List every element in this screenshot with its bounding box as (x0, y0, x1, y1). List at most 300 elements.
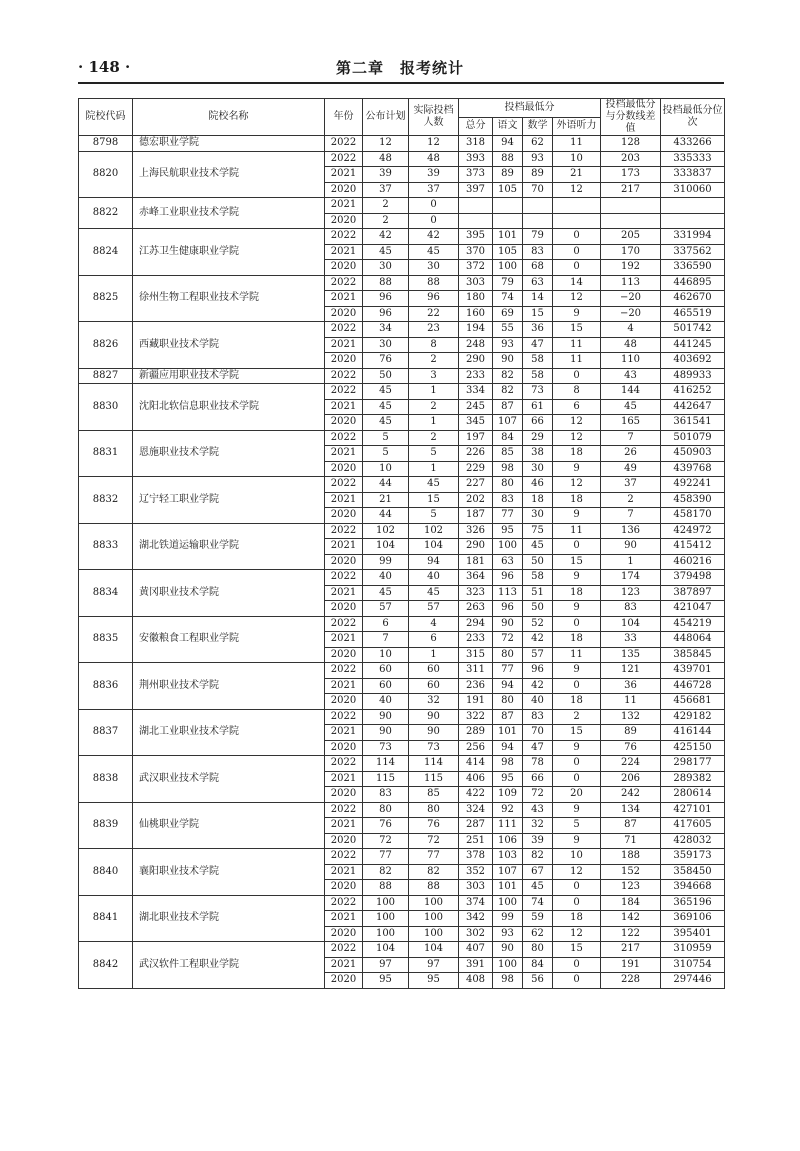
cell-year: 2020 (325, 415, 363, 431)
cell-math: 73 (523, 384, 553, 400)
cell-year: 2022 (325, 802, 363, 818)
cell-total: 422 (459, 787, 493, 803)
cell-plan: 30 (363, 260, 409, 276)
cell-total: 407 (459, 942, 493, 958)
cell-plan: 37 (363, 182, 409, 198)
cell-listening: 6 (553, 399, 601, 415)
cell-rank: 424972 (661, 523, 725, 539)
cell-rank: 458390 (661, 492, 725, 508)
cell-chinese: 80 (493, 477, 523, 493)
cell-rank: 416144 (661, 725, 725, 741)
cell-total: 345 (459, 415, 493, 431)
cell-rank: 416252 (661, 384, 725, 400)
cell-actual: 76 (409, 818, 459, 834)
cell-year: 2020 (325, 880, 363, 896)
cell-plan: 40 (363, 570, 409, 586)
cell-math: 70 (523, 725, 553, 741)
school-name: 辽宁轻工职业学院 (133, 477, 325, 524)
cell-diff: 122 (601, 926, 661, 942)
cell-math (523, 198, 553, 214)
cell-year: 2022 (325, 368, 363, 384)
cell-plan: 90 (363, 709, 409, 725)
school-name: 德宏职业学院 (133, 136, 325, 152)
school-name: 上海民航职业技术学院 (133, 151, 325, 198)
cell-listening: 0 (553, 771, 601, 787)
cell-diff: −20 (601, 306, 661, 322)
cell-rank: 460216 (661, 554, 725, 570)
cell-chinese: 100 (493, 957, 523, 973)
cell-total: 397 (459, 182, 493, 198)
cell-year: 2021 (325, 291, 363, 307)
cell-diff: 7 (601, 430, 661, 446)
cell-chinese: 98 (493, 973, 523, 989)
cell-listening: 18 (553, 694, 601, 710)
cell-rank: 428032 (661, 833, 725, 849)
cell-listening: 12 (553, 864, 601, 880)
cell-plan: 44 (363, 477, 409, 493)
cell-chinese: 63 (493, 554, 523, 570)
table-row (79, 322, 725, 338)
cell-plan: 88 (363, 880, 409, 896)
cell-plan: 42 (363, 229, 409, 245)
cell-total: 303 (459, 880, 493, 896)
cell-diff: 135 (601, 647, 661, 663)
cell-actual: 80 (409, 802, 459, 818)
cell-diff: 121 (601, 663, 661, 679)
cell-actual: 95 (409, 973, 459, 989)
cell-listening: 15 (553, 725, 601, 741)
cell-rank: 337562 (661, 244, 725, 260)
cell-chinese: 99 (493, 911, 523, 927)
cell-diff: 90 (601, 539, 661, 555)
cell-actual: 12 (409, 136, 459, 152)
cell-plan: 60 (363, 678, 409, 694)
cell-actual: 1 (409, 415, 459, 431)
cell-actual: 60 (409, 678, 459, 694)
cell-diff: −20 (601, 291, 661, 307)
school-code: 8820 (79, 151, 133, 198)
cell-diff: 37 (601, 477, 661, 493)
cell-total: 370 (459, 244, 493, 260)
school-code: 8836 (79, 663, 133, 710)
cell-listening: 9 (553, 601, 601, 617)
cell-listening: 15 (553, 322, 601, 338)
cell-diff: 123 (601, 585, 661, 601)
cell-chinese: 94 (493, 740, 523, 756)
cell-rank (661, 198, 725, 214)
cell-chinese: 72 (493, 632, 523, 648)
cell-math: 29 (523, 430, 553, 446)
table-row (79, 384, 725, 400)
cell-listening: 18 (553, 632, 601, 648)
cell-diff: 2 (601, 492, 661, 508)
cell-rank: 298177 (661, 756, 725, 772)
cell-plan: 45 (363, 585, 409, 601)
cell-rank: 310754 (661, 957, 725, 973)
cell-rank: 458170 (661, 508, 725, 524)
cell-math: 63 (523, 275, 553, 291)
cell-math: 79 (523, 229, 553, 245)
cell-diff: 184 (601, 895, 661, 911)
cell-math: 66 (523, 771, 553, 787)
admission-table-container (78, 98, 724, 989)
school-name: 安徽粮食工程职业学院 (133, 616, 325, 663)
cell-total: 342 (459, 911, 493, 927)
cell-total: 395 (459, 229, 493, 245)
cell-rank: 310060 (661, 182, 725, 198)
cell-total: 180 (459, 291, 493, 307)
cell-diff (601, 198, 661, 214)
cell-year: 2021 (325, 632, 363, 648)
cell-plan: 83 (363, 787, 409, 803)
cell-chinese: 85 (493, 446, 523, 462)
table-row (79, 616, 725, 632)
cell-total: 323 (459, 585, 493, 601)
admission-statistics-table (78, 98, 725, 989)
cell-total: 290 (459, 539, 493, 555)
cell-total: 233 (459, 632, 493, 648)
cell-diff: 113 (601, 275, 661, 291)
cell-listening: 15 (553, 554, 601, 570)
cell-math: 72 (523, 787, 553, 803)
cell-actual: 5 (409, 508, 459, 524)
cell-actual: 39 (409, 167, 459, 183)
cell-total: 263 (459, 601, 493, 617)
cell-rank: 280614 (661, 787, 725, 803)
cell-rank: 369106 (661, 911, 725, 927)
cell-diff: 173 (601, 167, 661, 183)
cell-chinese: 87 (493, 399, 523, 415)
cell-plan: 104 (363, 942, 409, 958)
school-code: 8826 (79, 322, 133, 369)
cell-math: 36 (523, 322, 553, 338)
cell-actual: 2 (409, 430, 459, 446)
cell-listening: 9 (553, 663, 601, 679)
cell-listening: 8 (553, 384, 601, 400)
cell-diff: 170 (601, 244, 661, 260)
cell-listening: 18 (553, 492, 601, 508)
cell-year: 2021 (325, 198, 363, 214)
cell-listening: 0 (553, 368, 601, 384)
cell-year: 2022 (325, 136, 363, 152)
school-code: 8798 (79, 136, 133, 152)
cell-chinese: 90 (493, 353, 523, 369)
cell-diff: 205 (601, 229, 661, 245)
cell-plan: 115 (363, 771, 409, 787)
cell-rank: 403692 (661, 353, 725, 369)
cell-year: 2021 (325, 771, 363, 787)
cell-math: 82 (523, 849, 553, 865)
cell-plan: 76 (363, 353, 409, 369)
cell-math: 51 (523, 585, 553, 601)
cell-total: 229 (459, 461, 493, 477)
header-diff: 投档最低分与分数线差值 (601, 99, 661, 136)
cell-diff: 89 (601, 725, 661, 741)
cell-total: 236 (459, 678, 493, 694)
table-row (79, 368, 725, 384)
header-code: 院校代码 (79, 99, 133, 136)
cell-year: 2022 (325, 430, 363, 446)
header-year: 年份 (325, 99, 363, 136)
header-listening: 外语听力 (553, 117, 601, 136)
cell-plan: 57 (363, 601, 409, 617)
school-code: 8827 (79, 368, 133, 384)
cell-plan: 45 (363, 244, 409, 260)
cell-year: 2021 (325, 957, 363, 973)
cell-plan: 48 (363, 151, 409, 167)
cell-listening: 0 (553, 260, 601, 276)
cell-rank: 379498 (661, 570, 725, 586)
cell-math: 15 (523, 306, 553, 322)
cell-actual: 8 (409, 337, 459, 353)
table-row (79, 477, 725, 493)
cell-year: 2020 (325, 182, 363, 198)
cell-math: 46 (523, 477, 553, 493)
cell-listening: 21 (553, 167, 601, 183)
cell-year: 2021 (325, 446, 363, 462)
cell-rank: 501079 (661, 430, 725, 446)
cell-rank: 415412 (661, 539, 725, 555)
table-row (79, 849, 725, 865)
cell-year: 2022 (325, 322, 363, 338)
cell-chinese: 95 (493, 523, 523, 539)
cell-listening: 12 (553, 477, 601, 493)
cell-math: 30 (523, 508, 553, 524)
cell-chinese: 77 (493, 508, 523, 524)
page-number: · 148 · (78, 58, 131, 76)
cell-listening: 12 (553, 430, 601, 446)
cell-plan: 40 (363, 694, 409, 710)
cell-total: 233 (459, 368, 493, 384)
header-rank: 投档最低分位次 (661, 99, 725, 136)
table-row (79, 570, 725, 586)
cell-total: 197 (459, 430, 493, 446)
school-name: 沈阳北软信息职业技术学院 (133, 384, 325, 431)
cell-rank: 462670 (661, 291, 725, 307)
cell-rank: 289382 (661, 771, 725, 787)
cell-math: 42 (523, 632, 553, 648)
cell-diff: 1 (601, 554, 661, 570)
cell-chinese: 107 (493, 415, 523, 431)
cell-actual: 104 (409, 942, 459, 958)
cell-actual: 1 (409, 647, 459, 663)
school-code: 8822 (79, 198, 133, 229)
cell-total: 251 (459, 833, 493, 849)
cell-actual: 102 (409, 523, 459, 539)
cell-chinese: 94 (493, 136, 523, 152)
cell-diff: 104 (601, 616, 661, 632)
cell-rank: 421047 (661, 601, 725, 617)
cell-math: 70 (523, 182, 553, 198)
cell-total: 406 (459, 771, 493, 787)
cell-diff: 45 (601, 399, 661, 415)
cell-listening: 0 (553, 244, 601, 260)
cell-plan: 44 (363, 508, 409, 524)
cell-diff: 191 (601, 957, 661, 973)
cell-plan: 77 (363, 849, 409, 865)
cell-math: 61 (523, 399, 553, 415)
header-actual: 实际投档人数 (409, 99, 459, 136)
cell-listening: 9 (553, 833, 601, 849)
cell-listening: 0 (553, 895, 601, 911)
cell-diff: 203 (601, 151, 661, 167)
table-row (79, 198, 725, 214)
cell-plan: 5 (363, 430, 409, 446)
cell-year: 2021 (325, 492, 363, 508)
cell-listening: 12 (553, 182, 601, 198)
cell-total: 414 (459, 756, 493, 772)
cell-chinese: 90 (493, 942, 523, 958)
cell-actual: 42 (409, 229, 459, 245)
cell-chinese: 77 (493, 663, 523, 679)
cell-actual: 30 (409, 260, 459, 276)
cell-year: 2022 (325, 570, 363, 586)
cell-actual: 2 (409, 399, 459, 415)
cell-math: 56 (523, 973, 553, 989)
cell-math: 30 (523, 461, 553, 477)
cell-chinese: 80 (493, 694, 523, 710)
cell-listening (553, 213, 601, 229)
cell-total: 352 (459, 864, 493, 880)
cell-chinese: 98 (493, 756, 523, 772)
cell-rank: 395401 (661, 926, 725, 942)
cell-listening: 0 (553, 756, 601, 772)
cell-total: 294 (459, 616, 493, 632)
cell-rank: 335333 (661, 151, 725, 167)
cell-math: 96 (523, 663, 553, 679)
cell-math: 45 (523, 880, 553, 896)
cell-year: 2021 (325, 399, 363, 415)
cell-chinese: 109 (493, 787, 523, 803)
cell-plan: 76 (363, 818, 409, 834)
cell-rank: 489933 (661, 368, 725, 384)
cell-listening: 15 (553, 942, 601, 958)
cell-rank: 333837 (661, 167, 725, 183)
cell-total: 245 (459, 399, 493, 415)
table-row (79, 942, 725, 958)
cell-year: 2021 (325, 725, 363, 741)
cell-chinese: 107 (493, 864, 523, 880)
cell-total: 311 (459, 663, 493, 679)
cell-total: 391 (459, 957, 493, 973)
cell-chinese: 88 (493, 151, 523, 167)
cell-chinese: 96 (493, 570, 523, 586)
school-code: 8835 (79, 616, 133, 663)
cell-diff: 206 (601, 771, 661, 787)
cell-chinese: 101 (493, 880, 523, 896)
cell-plan: 7 (363, 632, 409, 648)
cell-year: 2021 (325, 167, 363, 183)
cell-chinese: 96 (493, 601, 523, 617)
cell-chinese: 100 (493, 260, 523, 276)
school-code: 8834 (79, 570, 133, 617)
cell-diff: 83 (601, 601, 661, 617)
cell-listening: 9 (553, 570, 601, 586)
cell-plan: 50 (363, 368, 409, 384)
cell-math: 50 (523, 554, 553, 570)
cell-plan: 100 (363, 911, 409, 927)
cell-actual: 1 (409, 384, 459, 400)
cell-plan: 97 (363, 957, 409, 973)
table-row (79, 430, 725, 446)
cell-listening: 9 (553, 802, 601, 818)
cell-math: 93 (523, 151, 553, 167)
header-min-score-group: 投档最低分 (459, 99, 601, 118)
cell-plan: 5 (363, 446, 409, 462)
cell-total: 248 (459, 337, 493, 353)
cell-math: 75 (523, 523, 553, 539)
cell-rank: 450903 (661, 446, 725, 462)
cell-actual: 23 (409, 322, 459, 338)
cell-listening: 0 (553, 229, 601, 245)
school-code: 8832 (79, 477, 133, 524)
cell-rank: 358450 (661, 864, 725, 880)
cell-year: 2020 (325, 926, 363, 942)
cell-diff: 123 (601, 880, 661, 896)
cell-total: 326 (459, 523, 493, 539)
cell-math: 68 (523, 260, 553, 276)
cell-chinese: 111 (493, 818, 523, 834)
cell-diff: 7 (601, 508, 661, 524)
cell-year: 2022 (325, 849, 363, 865)
cell-plan: 10 (363, 647, 409, 663)
cell-year: 2020 (325, 601, 363, 617)
cell-rank: 310959 (661, 942, 725, 958)
cell-plan: 88 (363, 275, 409, 291)
cell-diff: 217 (601, 182, 661, 198)
cell-plan: 60 (363, 663, 409, 679)
cell-year: 2020 (325, 306, 363, 322)
cell-listening: 11 (553, 136, 601, 152)
cell-chinese: 84 (493, 430, 523, 446)
cell-listening: 11 (553, 337, 601, 353)
cell-total: 287 (459, 818, 493, 834)
cell-plan: 6 (363, 616, 409, 632)
cell-year: 2021 (325, 337, 363, 353)
cell-total (459, 198, 493, 214)
cell-chinese: 90 (493, 616, 523, 632)
school-name: 荆州职业技术学院 (133, 663, 325, 710)
cell-rank: 427101 (661, 802, 725, 818)
cell-rank: 446728 (661, 678, 725, 694)
school-code: 8838 (79, 756, 133, 803)
cell-actual: 85 (409, 787, 459, 803)
cell-plan: 72 (363, 833, 409, 849)
cell-chinese: 74 (493, 291, 523, 307)
cell-chinese: 94 (493, 678, 523, 694)
cell-diff: 152 (601, 864, 661, 880)
cell-actual: 90 (409, 709, 459, 725)
cell-math: 89 (523, 167, 553, 183)
cell-plan: 104 (363, 539, 409, 555)
cell-plan: 90 (363, 725, 409, 741)
cell-listening: 0 (553, 539, 601, 555)
cell-math: 32 (523, 818, 553, 834)
cell-actual: 45 (409, 477, 459, 493)
cell-year: 2022 (325, 229, 363, 245)
cell-actual: 96 (409, 291, 459, 307)
cell-diff: 144 (601, 384, 661, 400)
cell-actual: 60 (409, 663, 459, 679)
cell-rank: 446895 (661, 275, 725, 291)
cell-total: 289 (459, 725, 493, 741)
cell-listening: 9 (553, 306, 601, 322)
cell-math: 58 (523, 368, 553, 384)
cell-year: 2021 (325, 818, 363, 834)
cell-chinese: 69 (493, 306, 523, 322)
cell-total: 303 (459, 275, 493, 291)
cell-total: 315 (459, 647, 493, 663)
